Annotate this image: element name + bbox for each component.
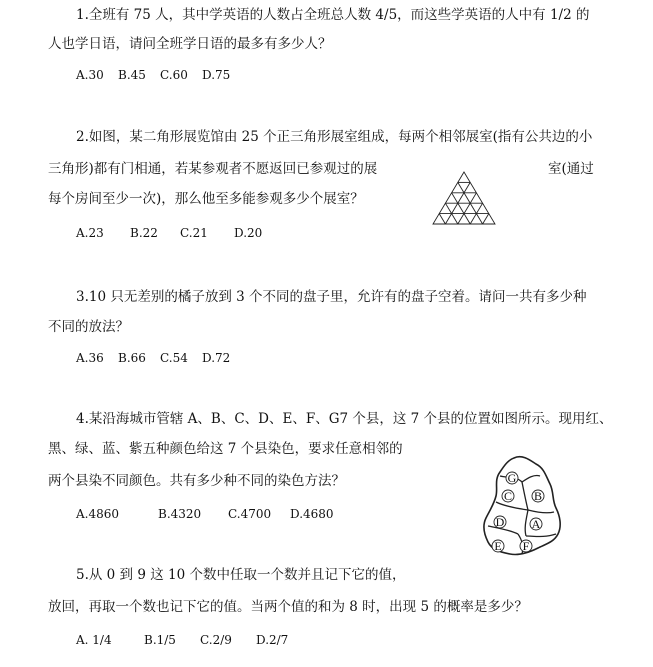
map-label-g: G	[507, 471, 517, 485]
q3-line-1: 3.10 只无差别的橘子放到 3 个不同的盘子里，允许有的盘子空着。请问一共有多少种	[76, 289, 587, 305]
q5-option-d: D.2/7	[256, 633, 289, 647]
q3-option-b: B.66	[118, 351, 146, 365]
q5-line-2: 放回，再取一个数也记下它的值。当两个值的和为 8 时，出现 5 的概率是多少？	[48, 599, 528, 615]
q2-option-d: D.20	[234, 226, 263, 240]
q3-option-c: C.54	[160, 351, 188, 365]
q2-line-2-tail: 室(通过	[548, 161, 594, 177]
q5-line-1: 5.从 0 到 9 这 10 个数中任取一个数并且记下它的值，	[76, 567, 406, 583]
q2-option-c: C.21	[180, 226, 208, 240]
q2-line-3: 每个房间至少一次)，那么他至多能参观多少个展室？	[48, 191, 364, 207]
q2-option-b: B.22	[130, 226, 158, 240]
q4-option-b: B.4320	[158, 507, 202, 521]
q4-option-a: A.4860	[76, 507, 120, 521]
map-label-f: F	[522, 539, 530, 553]
q5-option-b: B.1/5	[144, 633, 176, 647]
q1-option-b: B.45	[118, 68, 146, 82]
q4-line-2: 黑、绿、蓝、紫五种颜色给这 7 个县染色，要求任意相邻的	[48, 441, 403, 457]
map-label-a: A	[531, 517, 541, 531]
q2-line-2: 三角形)都有门相通，若某参观者不愿返回已参观过的展	[48, 161, 378, 177]
q4-line-3: 两个县染不同颜色。共有多少种不同的染色方法？	[48, 473, 345, 489]
q3-option-a: A.36	[76, 351, 104, 365]
q3-line-2: 不同的放法？	[48, 319, 129, 335]
triangle-exhibition-figure	[431, 170, 497, 226]
triangle-outline	[433, 172, 495, 224]
q2-option-a: A.23	[76, 226, 104, 240]
q4-option-c: C.4700	[228, 507, 272, 521]
county-map-figure	[474, 452, 574, 560]
q1-option-a: A.30	[76, 68, 104, 82]
map-label-b: B	[533, 489, 543, 503]
map-label-e: E	[494, 539, 502, 553]
map-label-d: D	[495, 515, 505, 529]
q5-option-c: C.2/9	[200, 633, 232, 647]
q3-option-d: D.72	[202, 351, 231, 365]
q1-option-d: D.75	[202, 68, 231, 82]
q5-option-a: A. 1/4	[76, 633, 112, 647]
q1-line-2: 人也学日语，请问全班学日语的最多有多少人？	[48, 36, 332, 52]
q4-option-d: D.4680	[290, 507, 334, 521]
q1-line-1: 1.全班有 75 人，其中学英语的人数占全班总人数 4/5，而这些学英语的人中有 1/2 的	[76, 7, 590, 23]
q2-line-1: 2.如图，某二角形展览馆由 25 个正三角形展室组成，每两个相邻展室(指有公共边的小	[76, 129, 593, 145]
map-label-c: C	[503, 489, 513, 503]
q4-line-1: 4.某沿海城市管辖 A、B、C、D、E、F、G7 个县，这 7 个县的位置如图所示。现用红、	[76, 411, 613, 427]
q1-option-c: C.60	[160, 68, 188, 82]
